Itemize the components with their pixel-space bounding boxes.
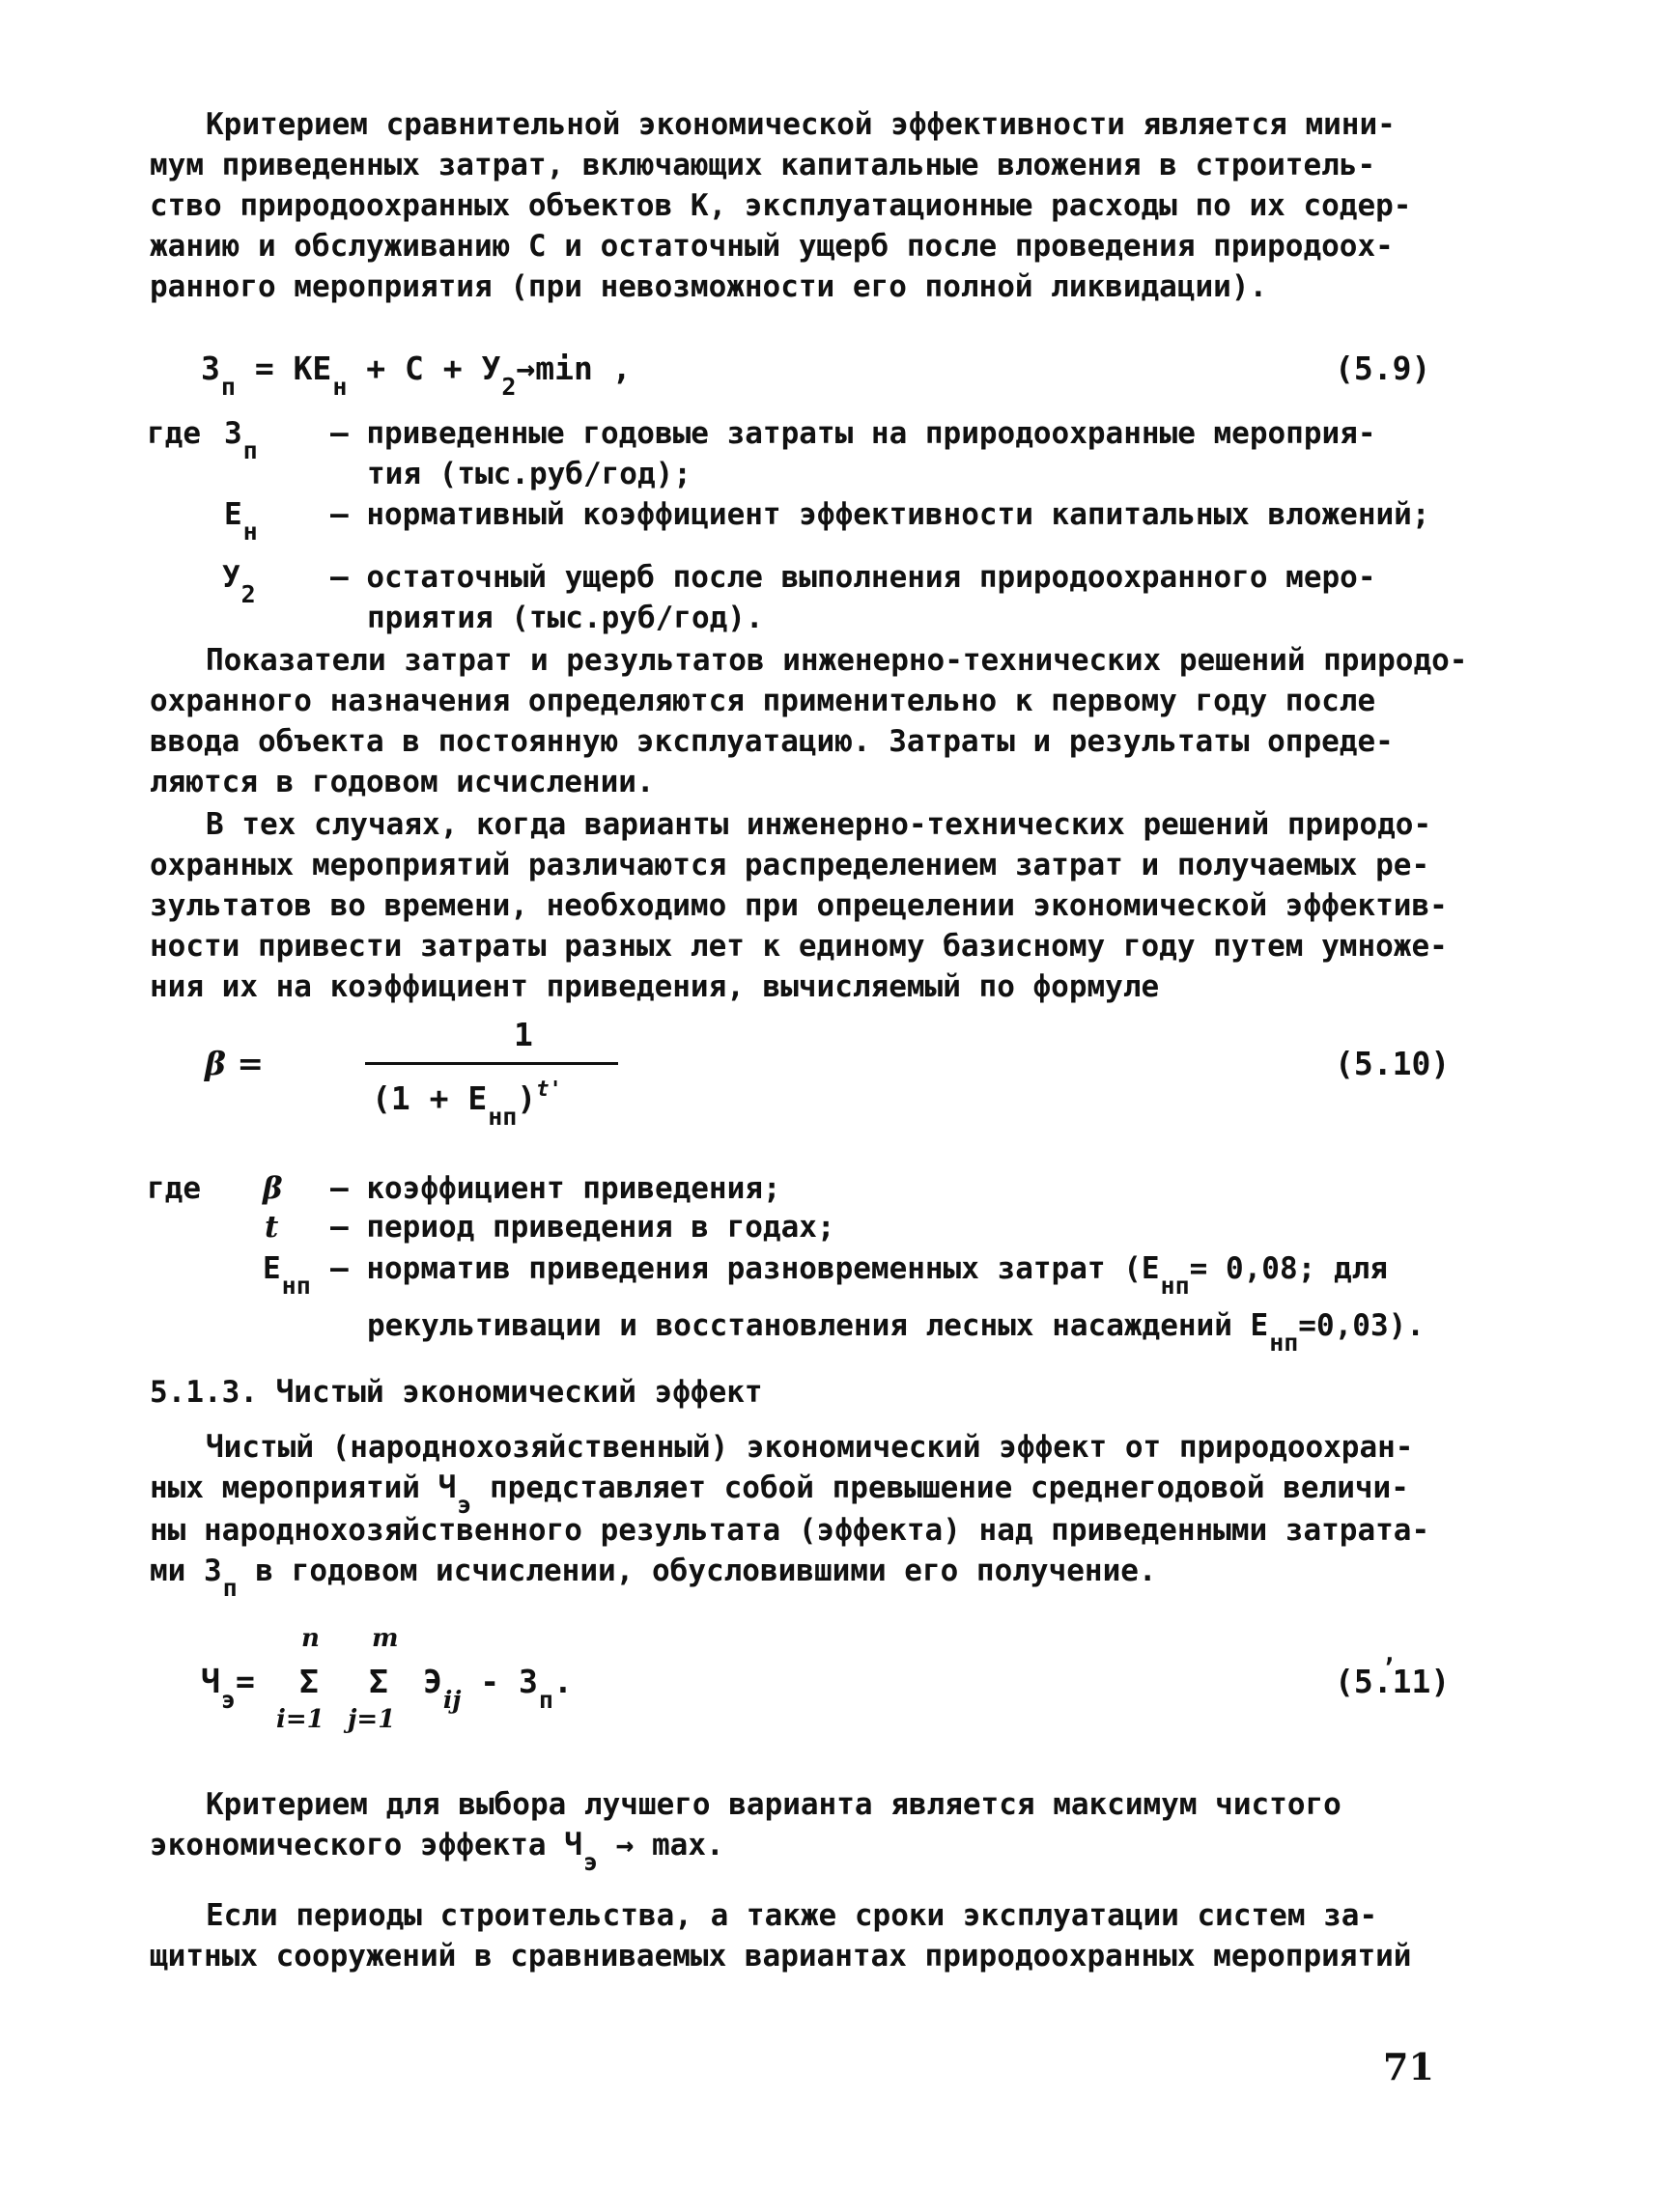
where-definition-cont: рекультивации и восстановления лесных насаждений $Е_{нп}=0,03$). xyxy=(367,1308,1425,1357)
where-definition: – приведенные годовые затраты на природоохранные мероприя- тия (тыс.руб/год); xyxy=(330,416,1376,491)
text-line: зультатов во времени, необходимо при опрецелении экономической эффектив- xyxy=(150,888,1448,923)
paragraph-net-effect xyxy=(150,1427,1497,1602)
where-label: где xyxy=(147,1171,201,1206)
text-line: Критерием для выбора лучшего варианта является максимум чистого xyxy=(206,1787,1341,1822)
text-line: экономического эффекта $Ч_э \to \max$. xyxy=(150,1828,724,1876)
text-line: Критерием сравнительной экономической эффективности является мини- xyxy=(206,107,1396,142)
equation-5-9: $З_п = КЕ_н + С + У_2\to\min$ , xyxy=(201,350,632,401)
text-line: ство природоохранных объектов К, эксплуатационные расходы по их содер- xyxy=(150,188,1412,223)
text-line: Чистый (народнохозяйственный) экономический эффект от природоохран- xyxy=(206,1430,1414,1465)
paragraph-criterion xyxy=(150,104,1497,307)
equation-number: (5.11) xyxy=(1335,1663,1451,1700)
sum-upper-m: m xyxy=(372,1624,399,1653)
fraction-denominator: $(1 + Е_{нп})^{t'}$ xyxy=(372,1078,562,1131)
text-line: ных мероприятий $Ч_э$ представляет собой превышение среднегодовой величи- xyxy=(150,1470,1409,1519)
sum-lower-i: i=1 xyxy=(276,1705,325,1734)
where-definition: – норматив приведения разновременных затрат ($Е_{нп}= 0,08$; для xyxy=(330,1251,1388,1300)
fraction-numerator: 1 xyxy=(514,1016,533,1053)
text-line: мум приведенных затрат, включающих капитальные вложения в строитель- xyxy=(150,148,1376,182)
text-line: ми $З_п$ в годовом исчислении, обусловившими его получение. xyxy=(150,1554,1157,1602)
where-symbol: $Е_н$ xyxy=(224,497,258,546)
sum-upper-n: n xyxy=(301,1624,320,1653)
text-line: ны народнохозяйственного результата (эффекта) над приведенными затрата- xyxy=(150,1513,1430,1548)
text-line: Показатели затрат и результатов инженерно-технических решений природо- xyxy=(206,643,1468,678)
paragraph-cases xyxy=(150,804,1497,1007)
paragraph-indicators xyxy=(150,640,1497,802)
where-symbol: $З_п$ xyxy=(224,416,258,464)
section-heading: 5.1.3. Чистый экономический эффект xyxy=(150,1375,763,1410)
text-line: охранных мероприятий различаются распределением затрат и получаемых ре- xyxy=(150,848,1430,882)
text-line: ввода объекта в постоянную эксплуатацию. Затраты и результаты опреде- xyxy=(150,724,1394,759)
where-definition: – коэффициент приведения; xyxy=(330,1171,781,1206)
where-definition: – период приведения в годах; xyxy=(330,1210,835,1245)
text-line: ния их на коэффициент приведения, вычисляемый по формуле xyxy=(150,969,1160,1004)
where-symbol: $Е_{нп}$ xyxy=(263,1251,311,1300)
where-definition: – нормативный коэффициент эффективности капитальных вложений; xyxy=(330,497,1430,532)
text-line: ранного мероприятия (при невозможности его полной ликвидации). xyxy=(150,269,1268,304)
text-line: жанию и обслуживанию С и остаточный ущерб после проведения природоох- xyxy=(150,229,1394,264)
sigma-j: Σ xyxy=(369,1663,388,1700)
where-definition: – остаточный ущерб после выполнения природоохранного меро- приятия (тыс.руб/год). xyxy=(330,560,1376,635)
fraction-bar xyxy=(365,1062,618,1065)
equation-5-11-terms: $Э_{ij} - З_п$. xyxy=(423,1663,573,1714)
sum-lower-j: j=1 xyxy=(348,1705,396,1734)
where-symbol: $У_2$ xyxy=(222,560,256,608)
text-line: охранного назначения определяются применительно к первому году после xyxy=(150,684,1376,718)
beta-symbol: β = xyxy=(205,1045,265,1082)
page-number: 71 xyxy=(1383,2045,1434,2088)
text-line: Если периоды строительства, а также сроки эксплуатации систем за- xyxy=(206,1898,1378,1933)
paragraph-best-variant xyxy=(150,1784,1497,1876)
equation-number: (5.9) xyxy=(1335,350,1431,387)
where-label: где xyxy=(147,416,201,451)
where-symbol: t xyxy=(265,1210,279,1245)
sigma-i: Σ xyxy=(299,1663,319,1700)
text-line: ности привести затраты разных лет к единому базисному году путем умноже- xyxy=(150,929,1448,964)
where-symbol: β xyxy=(263,1171,283,1206)
text-line: ляются в годовом исчислении. xyxy=(150,765,655,799)
equation-5-11: $Ч_э=$ xyxy=(201,1663,255,1714)
equation-number: (5.10) xyxy=(1335,1045,1451,1082)
paragraph-periods xyxy=(150,1895,1497,1976)
equation-tick: , xyxy=(1382,1639,1398,1668)
text-line: щитных сооружений в сравниваемых вариантах природоохранных мероприятий xyxy=(150,1939,1412,1974)
text-line: В тех случаях, когда варианты инженерно-технических решений природо- xyxy=(206,807,1432,842)
